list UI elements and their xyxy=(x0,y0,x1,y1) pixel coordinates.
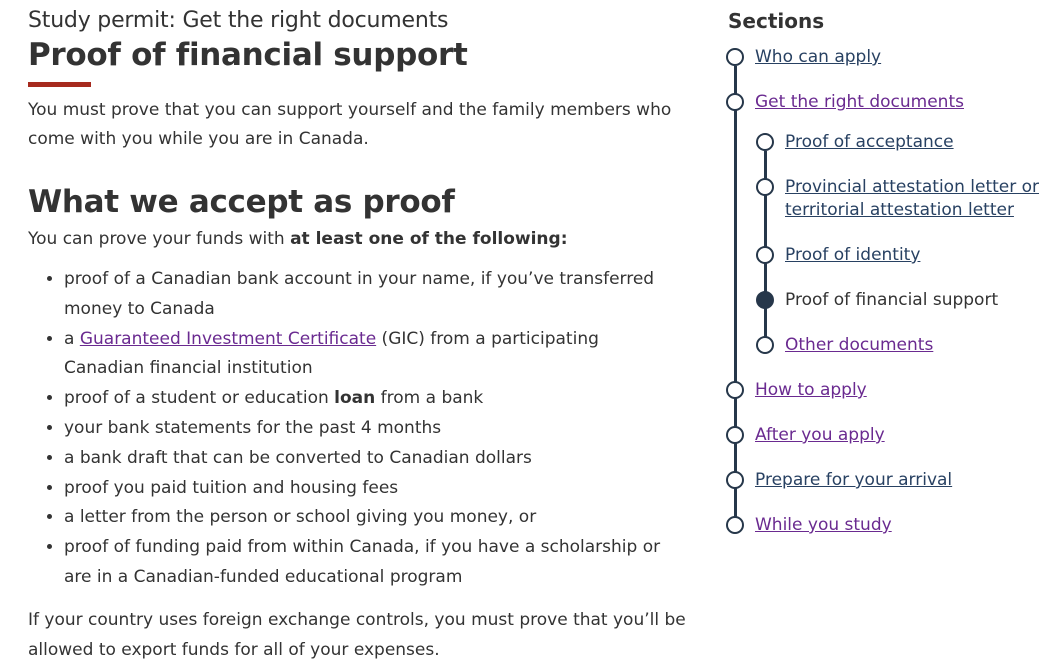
list-item xyxy=(64,325,684,385)
node-proof-acceptance xyxy=(756,133,774,151)
list-item-text: a bank draft that can be converted to Canadian dollars xyxy=(64,447,532,468)
gic-link[interactable]: Guaranteed Investment Certificate xyxy=(79,328,377,349)
page-eyebrow: Study permit: Get the right documents xyxy=(28,8,449,33)
node-get-documents xyxy=(726,93,744,111)
sidebar-item-proof-financial-support: Proof of financial support xyxy=(785,290,999,310)
proof-list xyxy=(28,265,698,593)
proof-lead xyxy=(28,225,698,254)
node-who-can-apply xyxy=(726,48,744,66)
sidebar-item-proof-acceptance[interactable]: Proof of acceptance xyxy=(785,132,954,152)
list-item-text: your bank statements for the past 4 months xyxy=(64,417,442,438)
list-item-prefix: a xyxy=(64,328,80,349)
list-item xyxy=(64,503,684,533)
list-item-text: a letter from the person or school giving you money, or xyxy=(64,507,537,528)
sidebar-item-proof-identity[interactable]: Proof of identity xyxy=(785,245,921,265)
list-item-text: proof of a Canadian bank account in your name, if you’ve transferred money to Canada xyxy=(64,269,655,319)
page-title: Proof of financial support xyxy=(28,37,468,73)
list-item xyxy=(64,384,684,414)
list-item xyxy=(64,474,684,504)
node-proof-identity xyxy=(756,246,774,264)
node-how-to-apply xyxy=(726,381,744,399)
list-item xyxy=(64,444,684,474)
outro-paragraph: If your country uses foreign exchange controls, you must prove that you’ll be allowed to export funds for all of your expenses. xyxy=(28,609,686,660)
node-attestation-letter xyxy=(756,178,774,196)
node-while-you-study xyxy=(726,516,744,534)
main-content xyxy=(28,0,698,665)
sidebar-item-while-you-study[interactable]: While you study xyxy=(755,515,892,535)
list-item xyxy=(64,533,684,593)
rail-main xyxy=(734,66,737,522)
proof-lead-bold: at least one of the following: xyxy=(290,229,568,249)
node-after-you-apply xyxy=(726,426,744,444)
list-item xyxy=(64,414,684,444)
section-heading-proof: What we accept as proof xyxy=(28,184,455,220)
sections-title: Sections xyxy=(728,9,825,33)
list-item-bold: loan xyxy=(334,388,376,409)
intro-paragraph: You must prove that you can support yourself and the family members who come with you while you are in Canada. xyxy=(28,100,672,149)
sidebar-item-get-documents[interactable]: Get the right documents xyxy=(755,92,964,112)
sidebar-item-other-documents[interactable]: Other documents xyxy=(785,335,934,355)
sidebar-item-how-to-apply[interactable]: How to apply xyxy=(755,380,867,400)
title-underline-bar xyxy=(28,82,91,87)
list-item-suffix: (GIC) from a participating Canadian financial institution xyxy=(64,328,599,379)
list-item-suffix: from a bank xyxy=(375,388,484,409)
list-item-text: proof you paid tuition and housing fees xyxy=(64,477,399,498)
list-item-prefix: proof of a student or education xyxy=(64,388,335,409)
list-item xyxy=(64,265,684,325)
proof-lead-text: You can prove your funds with xyxy=(28,229,291,249)
node-prepare-arrival xyxy=(726,471,744,489)
sidebar-item-after-you-apply[interactable]: After you apply xyxy=(755,425,885,445)
list-item-text: proof of funding paid from within Canada, if you have a scholarship or are in a Canadian-funded educational program xyxy=(64,537,661,587)
node-other-documents xyxy=(756,336,774,354)
node-proof-financial-support xyxy=(756,291,774,309)
sidebar-item-prepare-arrival[interactable]: Prepare for your arrival xyxy=(755,470,953,490)
sidebar-item-who-can-apply[interactable]: Who can apply xyxy=(755,47,882,67)
sidebar-item-attestation-letter[interactable]: Provincial attestation letter or territorial attestation letter xyxy=(785,177,1040,220)
